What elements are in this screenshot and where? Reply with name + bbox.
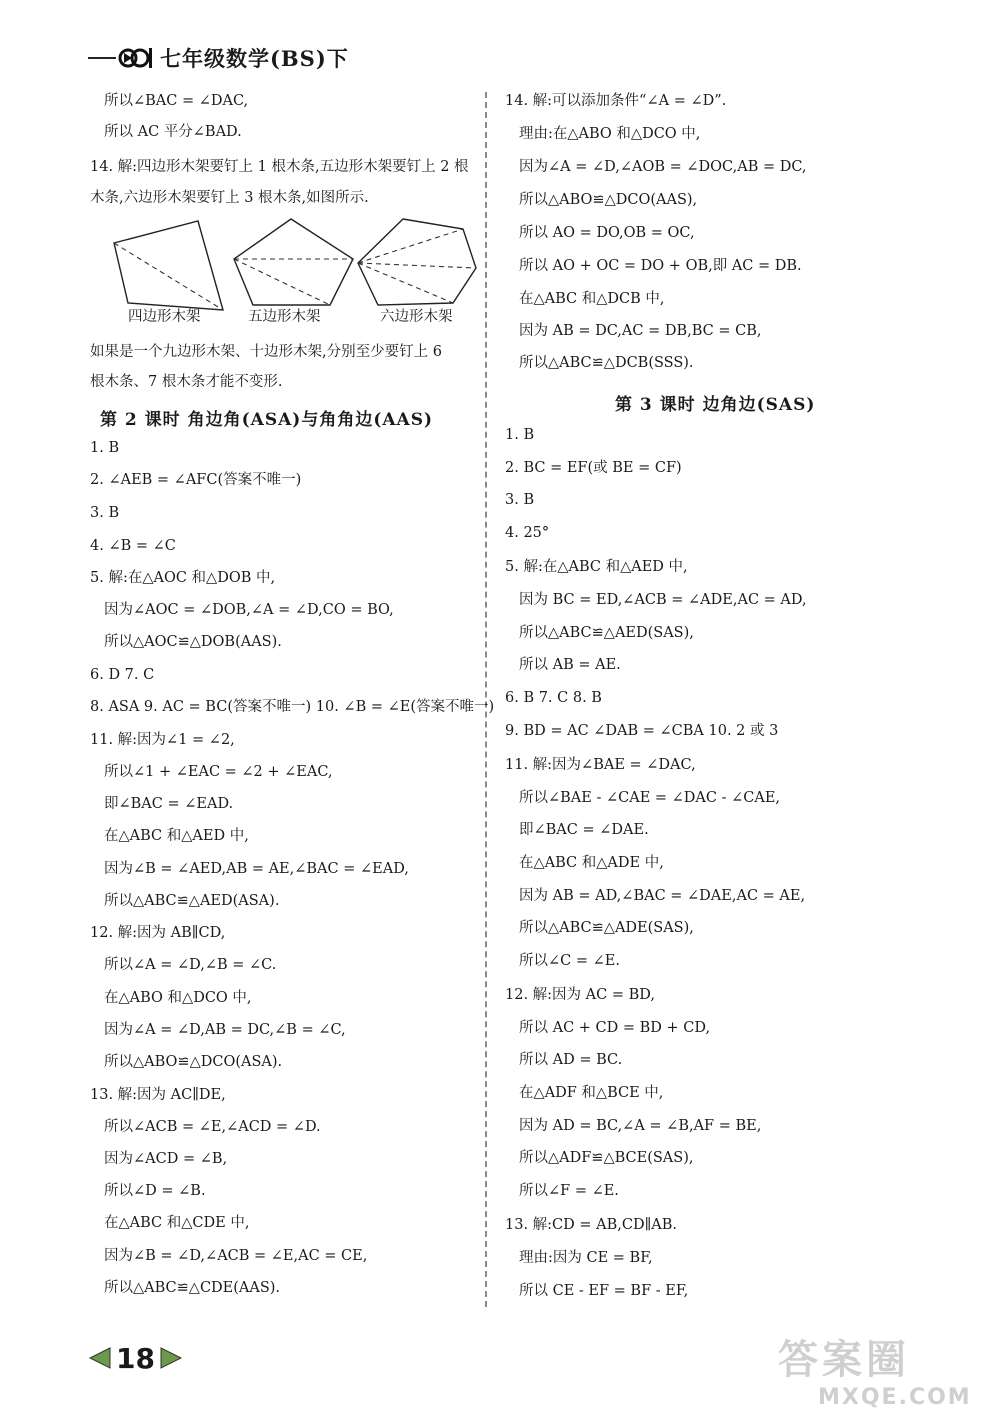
watermark-url: MXQE.COM — [818, 1385, 972, 1410]
left-section-heading: 第 2 课时 角边角(ASA)与角角边(AAS) — [100, 410, 434, 430]
right-line: 所以△ABC≌△ADE(SAS), — [519, 920, 694, 936]
right-line: 5. 解:在△ABC 和△AED 中, — [505, 559, 688, 575]
arrow-left-icon — [88, 1346, 112, 1370]
right-line: 所以∠BAE - ∠CAE = ∠DAC - ∠CAE, — [519, 790, 781, 806]
left-line: 所以△ABC≌△AED(ASA). — [104, 893, 280, 909]
left-line: 所以∠BAC = ∠DAC, — [104, 93, 249, 109]
left-line: 3. B — [90, 505, 120, 521]
left-line: 在△ABC 和△AED 中, — [104, 828, 249, 844]
right-section-heading: 第 3 课时 边角边(SAS) — [615, 395, 816, 415]
right-line: 所以△ABC≌△AED(SAS), — [519, 625, 694, 641]
left-line: 所以∠A = ∠D,∠B = ∠C. — [104, 957, 277, 973]
watermark-brand: 答案圈 — [778, 1337, 910, 1383]
figure-label-quadrilateral: 四边形木架 — [128, 309, 201, 325]
right-line: 所以 AB = AE. — [519, 657, 621, 673]
right-line: 14. 解:可以添加条件“∠A = ∠D”. — [505, 93, 727, 109]
left-line: 所以∠1 + ∠EAC = ∠2 + ∠EAC, — [104, 764, 333, 780]
left-line: 2. ∠AEB = ∠AFC(答案不唯一) — [90, 472, 302, 488]
right-line: 所以 AD = BC. — [519, 1052, 623, 1068]
page-header — [88, 40, 349, 76]
left-line: 13. 解:因为 AC∥DE, — [90, 1087, 226, 1103]
right-line: 即∠BAC = ∠DAE. — [519, 822, 649, 838]
left-line: 所以△ABC≌△CDE(AAS). — [104, 1280, 281, 1296]
right-line: 所以 AC + CD = BD + CD, — [519, 1020, 711, 1036]
figure-label-pentagon: 五边形木架 — [248, 309, 321, 325]
right-line: 所以 AO + OC = DO + OB,即 AC = DB. — [519, 258, 802, 274]
left-line: 1. B — [90, 440, 120, 456]
right-line: 9. BD = AC ∠DAB = ∠CBA 10. 2 或 3 — [505, 723, 779, 739]
right-line: 所以△ADF≌△BCE(SAS), — [519, 1150, 694, 1166]
left-line: 5. 解:在△AOC 和△DOB 中, — [90, 570, 276, 586]
left-line: 木条,六边形木架要钉上 3 根木条,如图所示. — [90, 190, 369, 206]
page-number — [88, 1338, 183, 1378]
right-line: 因为 BC = ED,∠ACB = ∠ADE,AC = AD, — [519, 592, 807, 608]
left-line: 因为∠ACD = ∠B, — [104, 1151, 228, 1167]
figure-label-hexagon: 六边形木架 — [380, 309, 453, 325]
right-line: 所以∠C = ∠E. — [519, 953, 620, 969]
hexagon-figure — [358, 219, 476, 305]
right-line: 在△ABC 和△ADE 中, — [519, 855, 664, 871]
left-line: 8. ASA 9. AC = BC(答案不唯一) 10. ∠B = ∠E(答案不唯一) — [90, 699, 495, 715]
right-line: 因为∠A = ∠D,∠AOB = ∠DOC,AB = DC, — [519, 159, 807, 175]
left-line: 12. 解:因为 AB∥CD, — [90, 925, 226, 941]
right-line: 13. 解:CD = AB,CD∥AB. — [505, 1217, 678, 1233]
right-line: 理由:在△ABO 和△DCO 中, — [519, 126, 701, 142]
right-line: 所以 CE - EF = BF - EF, — [519, 1283, 689, 1299]
right-line: 理由:因为 CE = BF, — [519, 1250, 653, 1266]
right-line: 因为 AB = AD,∠BAC = ∠DAE,AC = AE, — [519, 888, 806, 904]
left-line: 所以△AOC≌△DOB(AAS). — [104, 634, 282, 650]
left-line: 所以 AC 平分∠BAD. — [104, 124, 242, 140]
book-logo-icon — [118, 45, 152, 71]
header-rule — [88, 57, 116, 59]
quadrilateral-figure — [114, 221, 223, 310]
left-line: 如果是一个九边形木架、十边形木架,分别至少要钉上 6 — [90, 344, 442, 360]
left-line: 11. 解:因为∠1 = ∠2, — [90, 732, 235, 748]
right-line: 在△ADF 和△BCE 中, — [519, 1085, 664, 1101]
left-line: 14. 解:四边形木架要钉上 1 根木条,五边形木架要钉上 2 根 — [90, 159, 469, 175]
right-line: 所以∠F = ∠E. — [519, 1183, 619, 1199]
left-line: 6. D 7. C — [90, 667, 155, 683]
left-line: 所以△ABO≌△DCO(ASA). — [104, 1054, 283, 1070]
book-title: 七年级数学(BS)下 — [160, 46, 349, 71]
left-line: 因为∠B = ∠AED,AB = AE,∠BAC = ∠EAD, — [104, 861, 409, 877]
page-number-text: 18 — [116, 1341, 155, 1375]
right-line: 所以△ABO≌△DCO(AAS), — [519, 192, 698, 208]
left-line: 所以∠ACB = ∠E,∠ACD = ∠D. — [104, 1119, 321, 1135]
left-line: 根木条、7 根木条才能不变形. — [90, 374, 283, 390]
left-line: 因为∠AOC = ∠DOB,∠A = ∠D,CO = BO, — [104, 602, 394, 618]
left-line: 所以∠D = ∠B. — [104, 1183, 206, 1199]
right-line: 因为 AD = BC,∠A = ∠B,AF = BE, — [519, 1118, 762, 1134]
right-line: 6. B 7. C 8. B — [505, 690, 602, 706]
right-line: 2. BC = EF(或 BE = CF) — [505, 460, 682, 476]
left-line: 在△ABO 和△DCO 中, — [104, 990, 252, 1006]
right-line: 11. 解:因为∠BAE = ∠DAC, — [505, 757, 696, 773]
right-line: 1. B — [505, 427, 535, 443]
arrow-right-icon — [159, 1346, 183, 1370]
pentagon-figure — [234, 219, 353, 305]
watermark — [778, 1328, 988, 1420]
left-line: 因为∠A = ∠D,AB = DC,∠B = ∠C, — [104, 1022, 346, 1038]
right-line: 在△ABC 和△DCB 中, — [519, 291, 665, 307]
right-line: 所以△ABC≌△DCB(SSS). — [519, 355, 694, 371]
right-line: 3. B — [505, 492, 535, 508]
right-line: 12. 解:因为 AC = BD, — [505, 987, 655, 1003]
right-line: 4. 25° — [505, 525, 550, 541]
right-line: 因为 AB = DC,AC = DB,BC = CB, — [519, 323, 762, 339]
right-line: 所以 AO = DO,OB = OC, — [519, 225, 695, 241]
left-line: 在△ABC 和△CDE 中, — [104, 1215, 250, 1231]
left-line: 4. ∠B = ∠C — [90, 538, 176, 554]
left-line: 因为∠B = ∠D,∠ACB = ∠E,AC = CE, — [104, 1248, 368, 1264]
left-line: 即∠BAC = ∠EAD. — [104, 796, 234, 812]
